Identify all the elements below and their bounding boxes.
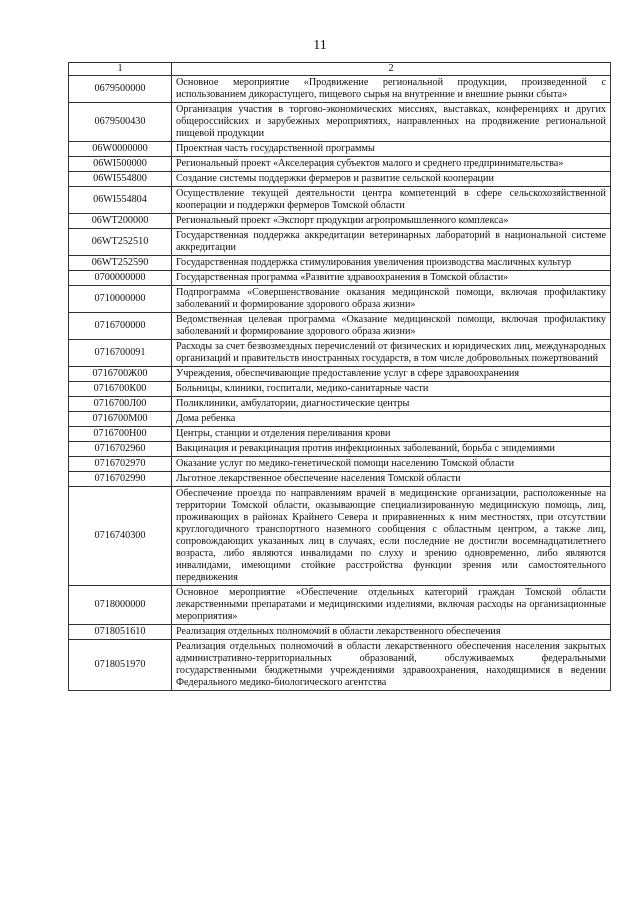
table-row (69, 586, 611, 625)
row-description: Вакцинация и ревакцинация против инфекционных заболеваний, борьба с эпидемиями (172, 442, 611, 457)
table-row (69, 187, 611, 214)
row-code: 0679500430 (69, 103, 172, 142)
row-code: 06WT200000 (69, 214, 172, 229)
table-row (69, 487, 611, 586)
row-description: Государственная поддержка стимулирования увеличения производства масличных культур (172, 256, 611, 271)
table-body (69, 76, 611, 691)
row-code: 0716702990 (69, 472, 172, 487)
row-code: 0716702960 (69, 442, 172, 457)
row-code: 0710000000 (69, 286, 172, 313)
row-description: Государственная программа «Развитие здравоохранения в Томской области» (172, 271, 611, 286)
row-description: Обеспечение проезда по направлениям врачей в медицинские организации, расположенные на территории Томской области, оказывающие специализированную медицинскую помощь, лиц, проживающих в районах Крайнего Севера и приравненных к ним местностях, при отсутствии круглогодичного транспортного наземного сообщения с областным центром, а также лиц, сопровождающих указанных лиц в случаях, если последние не достигли восемнадцатилетнего возраста, либо являются инвалидами по слуху и зрению одновременно, либо являются инвалидами, имеющими стойкие расстройства функции зрения или самостоятельного передвижения (172, 487, 611, 586)
row-description: Основное мероприятие «Обеспечение отдельных категорий граждан Томской области лекарственными препаратами и медицинскими изделиями, включая расходы на организационные мероприятия» (172, 586, 611, 625)
table-row (69, 271, 611, 286)
row-code: 0716700091 (69, 340, 172, 367)
table-row (69, 640, 611, 691)
row-code: 0716700К00 (69, 382, 172, 397)
table-row (69, 142, 611, 157)
table-row (69, 313, 611, 340)
row-description: Государственная поддержка аккредитации ветеринарных лабораторий в национальной системе аккредитации (172, 229, 611, 256)
row-code: 06WT252590 (69, 256, 172, 271)
column-header-code: 1 (69, 63, 172, 76)
table-row (69, 382, 611, 397)
table-row (69, 457, 611, 472)
row-code: 06WI500000 (69, 157, 172, 172)
row-description: Льготное лекарственное обеспечение населения Томской области (172, 472, 611, 487)
row-description: Реализация отдельных полномочий в области лекарственного обеспечения (172, 625, 611, 640)
row-description: Расходы за счет безвозмездных перечислений от физических и юридических лиц, международных организаций и правительств иностранных государств, в том числе добровольных пожертвований (172, 340, 611, 367)
table-row (69, 412, 611, 427)
row-code: 06WT252510 (69, 229, 172, 256)
page-number: 11 (313, 38, 327, 53)
row-description: Ведомственная целевая программа «Оказание медицинской помощи, включая профилактику заболеваний и формирование здорового образа жизни» (172, 313, 611, 340)
table-row (69, 172, 611, 187)
row-code: 06WI554804 (69, 187, 172, 214)
row-code: 0716700Л00 (69, 397, 172, 412)
row-code: 0718051610 (69, 625, 172, 640)
row-description: Проектная часть государственной программы (172, 142, 611, 157)
row-code: 0716702970 (69, 457, 172, 472)
table-header-row (69, 63, 611, 76)
table-row (69, 340, 611, 367)
row-description: Основное мероприятие «Продвижение региональной продукции, произведенной с использованием дикорастущего, пищевого сырья на внутренние и внешние рынки сбыта» (172, 76, 611, 103)
table-row (69, 625, 611, 640)
row-description: Больницы, клиники, госпитали, медико-санитарные части (172, 382, 611, 397)
row-description: Создание системы поддержки фермеров и развитие сельской кооперации (172, 172, 611, 187)
table-row (69, 442, 611, 457)
row-description: Учреждения, обеспечивающие предоставление услуг в сфере здравоохранения (172, 367, 611, 382)
row-description: Поликлиники, амбулатории, диагностические центры (172, 397, 611, 412)
row-code: 0716700М00 (69, 412, 172, 427)
table-row (69, 229, 611, 256)
row-description: Реализация отдельных полномочий в области лекарственного обеспечения населения закрытых административно-территориальных образований, обслуживаемых федеральными государственными бюджетными учреждениями здравоохранения, находящимися в ведении Федерального медико-биологического агентства (172, 640, 611, 691)
row-code: 0716740300 (69, 487, 172, 586)
table-row (69, 103, 611, 142)
table-row (69, 214, 611, 229)
budget-classification-table (68, 62, 611, 691)
row-description: Дома ребенка (172, 412, 611, 427)
row-description: Организация участия в торгово-экономических миссиях, выставках, конференциях и других общероссийских и зарубежных мероприятиях, направленных на продвижение региональной пищевой продукции (172, 103, 611, 142)
table-row (69, 256, 611, 271)
table-row (69, 286, 611, 313)
row-code: 0700000000 (69, 271, 172, 286)
table-row (69, 157, 611, 172)
table-row (69, 427, 611, 442)
column-header-description: 2 (172, 63, 611, 76)
row-code: 06W0000000 (69, 142, 172, 157)
row-description: Осуществление текущей деятельности центра компетенций в сфере сельскохозяйственной кооперации и поддержки фермеров Томской области (172, 187, 611, 214)
row-description: Центры, станции и отделения переливания крови (172, 427, 611, 442)
table-row (69, 76, 611, 103)
table-row (69, 472, 611, 487)
row-description: Региональный проект «Экспорт продукции агропромышленного комплекса» (172, 214, 611, 229)
row-description: Подпрограмма «Совершенствование оказания медицинской помощи, включая профилактику заболеваний и формирование здорового образа жизни» (172, 286, 611, 313)
table-row (69, 367, 611, 382)
row-code: 0718051970 (69, 640, 172, 691)
row-code: 0716700Н00 (69, 427, 172, 442)
row-description: Региональный проект «Акселерация субъектов малого и среднего предпринимательства» (172, 157, 611, 172)
table-row (69, 397, 611, 412)
row-description: Оказание услуг по медико-генетической помощи населению Томской области (172, 457, 611, 472)
row-code: 0716700Ж00 (69, 367, 172, 382)
row-code: 06WI554800 (69, 172, 172, 187)
row-code: 0679500000 (69, 76, 172, 103)
row-code: 0716700000 (69, 313, 172, 340)
row-code: 0718000000 (69, 586, 172, 625)
